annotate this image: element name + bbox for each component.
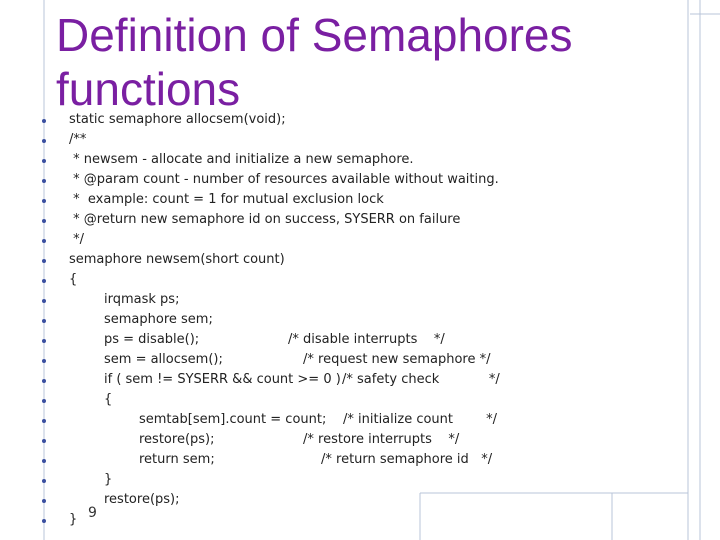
slide-title bbox=[56, 8, 616, 116]
bullet-marker bbox=[42, 199, 46, 203]
code-line: semaphore newsem(short count) bbox=[69, 252, 285, 267]
bullet-marker bbox=[42, 239, 46, 243]
bullet-marker bbox=[42, 379, 46, 383]
bullet-marker bbox=[42, 519, 46, 523]
bullet-column bbox=[38, 0, 58, 540]
code-line: semaphore sem; bbox=[104, 312, 213, 327]
code-line: restore(ps); bbox=[139, 432, 215, 447]
code-line: * @return new semaphore id on success, SYSERR on failure bbox=[69, 212, 461, 227]
bullet-marker bbox=[42, 459, 46, 463]
code-line: return sem; bbox=[139, 452, 215, 467]
code-line: * @param count - number of resources available without waiting. bbox=[69, 172, 499, 187]
code-comment: /* restore interrupts */ bbox=[303, 432, 460, 447]
code-comment: /* request new semaphore */ bbox=[303, 352, 491, 367]
bullet-marker bbox=[42, 339, 46, 343]
slide-number: 9 bbox=[88, 505, 97, 521]
code-line: } bbox=[69, 512, 78, 527]
code-line: { bbox=[69, 272, 78, 287]
code-line: sem = allocsem(); bbox=[104, 352, 223, 367]
bullet-marker bbox=[42, 439, 46, 443]
code-line: semtab[sem].count = count; bbox=[139, 412, 327, 427]
code-line: irqmask ps; bbox=[104, 292, 180, 307]
bullet-marker bbox=[42, 259, 46, 263]
slide-title-line-1: Definition of Semaphores bbox=[56, 9, 573, 61]
bullet-marker bbox=[42, 479, 46, 483]
code-comment: /* initialize count */ bbox=[343, 412, 497, 427]
code-line: if ( sem != SYSERR && count >= 0 ) bbox=[104, 372, 341, 387]
bullet-marker bbox=[42, 319, 46, 323]
bullet-marker bbox=[42, 219, 46, 223]
code-line: * example: count = 1 for mutual exclusion lock bbox=[69, 192, 384, 207]
code-comment: /* return semaphore id */ bbox=[321, 452, 493, 467]
bullet-marker bbox=[42, 279, 46, 283]
code-line: /** bbox=[69, 132, 87, 147]
bullet-marker bbox=[42, 419, 46, 423]
code-line: * newsem - allocate and initialize a new semaphore. bbox=[69, 152, 414, 167]
bullet-marker bbox=[42, 399, 46, 403]
bullet-marker bbox=[42, 159, 46, 163]
code-comment: /* safety check */ bbox=[342, 372, 500, 387]
code-line: { bbox=[104, 392, 113, 407]
bullet-marker bbox=[42, 499, 46, 503]
slide-title-line-2: functions bbox=[56, 63, 241, 115]
bullet-marker bbox=[42, 299, 46, 303]
bullet-marker bbox=[42, 359, 46, 363]
code-line: } bbox=[104, 472, 113, 487]
code-comment: /* disable interrupts */ bbox=[288, 332, 445, 347]
code-line: static semaphore allocsem(void); bbox=[69, 112, 286, 127]
code-line: */ bbox=[69, 232, 85, 247]
code-line: ps = disable(); bbox=[104, 332, 200, 347]
bullet-marker bbox=[42, 179, 46, 183]
bullet-marker bbox=[42, 139, 46, 143]
bullet-marker bbox=[42, 119, 46, 123]
code-line: restore(ps); bbox=[104, 492, 180, 507]
